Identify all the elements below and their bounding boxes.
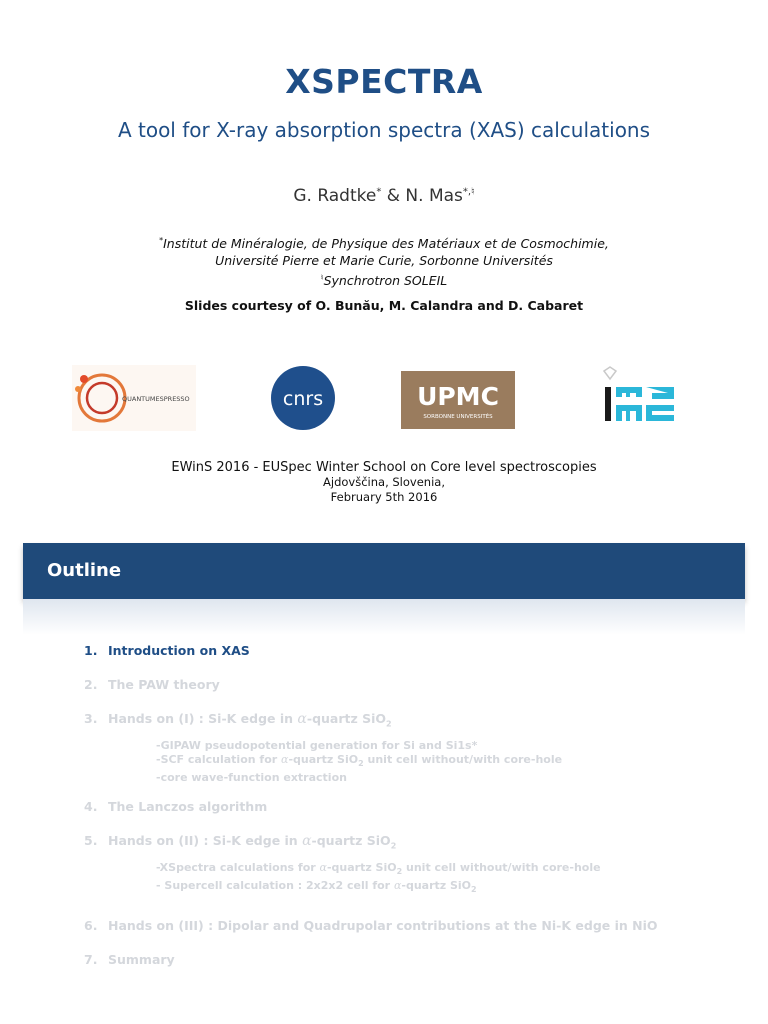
outline-subitems-3 [156,739,562,785]
impmc-logo [598,365,682,431]
outline-item-text: Summary [108,952,175,967]
alpha-symbol: α [393,879,402,893]
outline-item-1 [84,643,250,658]
outline-item-text: Hands on (III) : Dipolar and Quadrupolar contributions at the Ni-K edge in NiO [108,918,658,933]
subitem-xspectra-post: unit cell without/with core-hole [402,861,601,874]
quantum-espresso-logo [72,365,196,431]
subitem-xspectra [156,861,601,879]
subitem-scf-pre: -SCF calculation for [156,753,282,766]
outline-item-2 [84,677,220,692]
subitem-supercell [156,879,601,897]
outline-item-text-end: -quartz SiO [306,711,387,726]
outline-item-6 [84,918,658,933]
author-1-mark: * [376,186,382,198]
author-1: G. Radtke [293,186,377,206]
event-name: EWinS 2016 - EUSpec Winter School on Core level spectroscopies [171,460,597,475]
subitem-xspectra-mid: -quartz SiO [326,861,397,874]
affiliation-3 [0,269,768,289]
page-title: XSPECTRA [285,62,483,101]
outline-item-text: Hands on (I) : Si-K edge in [108,711,298,726]
affiliation-3-text: Synchrotron SOLEIL [323,273,448,289]
author-2: N. Mas [405,186,463,206]
outline-item-number: 4. [84,799,98,814]
authors [0,186,768,206]
outline-item-number: 2. [84,677,98,692]
upmc-logo-text: UPMC [417,382,499,411]
outline-item-3 [84,711,392,729]
subscript: 2 [396,867,403,877]
outline-subitems-5 [156,861,601,897]
outline-item-number: 7. [84,952,98,967]
subscript: 2 [471,885,477,895]
outline-item-text: The Lanczos algorithm [108,799,268,814]
outline-item-5 [84,833,396,851]
upmc-logo [401,371,515,429]
subitem-scf-post: unit cell without/with core-hole [363,753,563,766]
outline-item-7 [84,952,175,967]
author-separator: & [381,186,406,206]
outline-item-number: 1. [84,643,98,658]
subitem-supercell-mid: -quartz SiO [401,879,472,893]
courtesy-note: Slides courtesy of O. Bunău, M. Calandra and D. Cabaret [184,298,584,313]
affiliation-2: Université Pierre et Marie Curie, Sorbonne Universités [215,253,553,269]
affiliations [0,232,768,289]
alpha-symbol: α [302,833,312,849]
affiliation-1 [0,232,768,252]
affiliation-1-text: Institut de Minéralogie, de Physique des Matériaux et de Cosmochimie, [163,236,609,252]
subscript: 2 [358,759,364,769]
outline-item-text: Hands on (II) : Si-K edge in [108,833,303,848]
affiliation-1-mark: * [159,236,164,245]
outline-item-text: Introduction on XAS [108,643,250,658]
qe-logo-text: QUANTUMESPRESSO [122,395,190,403]
impmc-logo-text: IMPMC [598,365,602,366]
outline-banner [23,543,745,599]
subitem-scf-mid: -quartz SiO [288,753,359,766]
upmc-logo-sub: SORBONNE UNIVERSITÉS [423,414,493,420]
cnrs-logo-text: cnrs [282,388,324,410]
event-date: February 5th 2016 [330,490,438,504]
subitem-gipaw: -GIPAW pseudopotential generation for Si and Si1s* [156,739,478,752]
subscript: 2 [386,719,392,729]
alpha-symbol: α [319,861,327,874]
subitem-xspectra-pre: -XSpectra calculations for [156,861,320,874]
subitem-scf [156,753,562,771]
cnrs-logo [270,365,336,431]
alpha-symbol: α [297,711,307,727]
outline-item-4 [84,799,267,814]
affiliation-3-mark: ♮ [320,273,324,283]
subscript: 2 [390,841,397,851]
outline-item-number: 6. [84,918,98,933]
outline-title: Outline [47,560,122,581]
subitem-core-wf: -core wave-function extraction [156,771,347,785]
subitem-supercell-pre: - Supercell calculation : 2x2x2 cell for [156,879,394,893]
alpha-symbol: α [281,753,289,766]
page-subtitle: A tool for X-ray absorption spectra (XAS) calculations [117,118,651,142]
outline-item-number: 3. [84,711,98,726]
event-location: Ajdovščina, Slovenia, [323,475,445,489]
outline-item-number: 5. [84,833,98,848]
outline-item-text-end: -quartz SiO [311,833,391,848]
banner-shadow [23,599,745,635]
author-2-mark: *,♮ [462,186,475,198]
event-info [0,460,768,505]
outline-item-text: The PAW theory [108,677,220,692]
